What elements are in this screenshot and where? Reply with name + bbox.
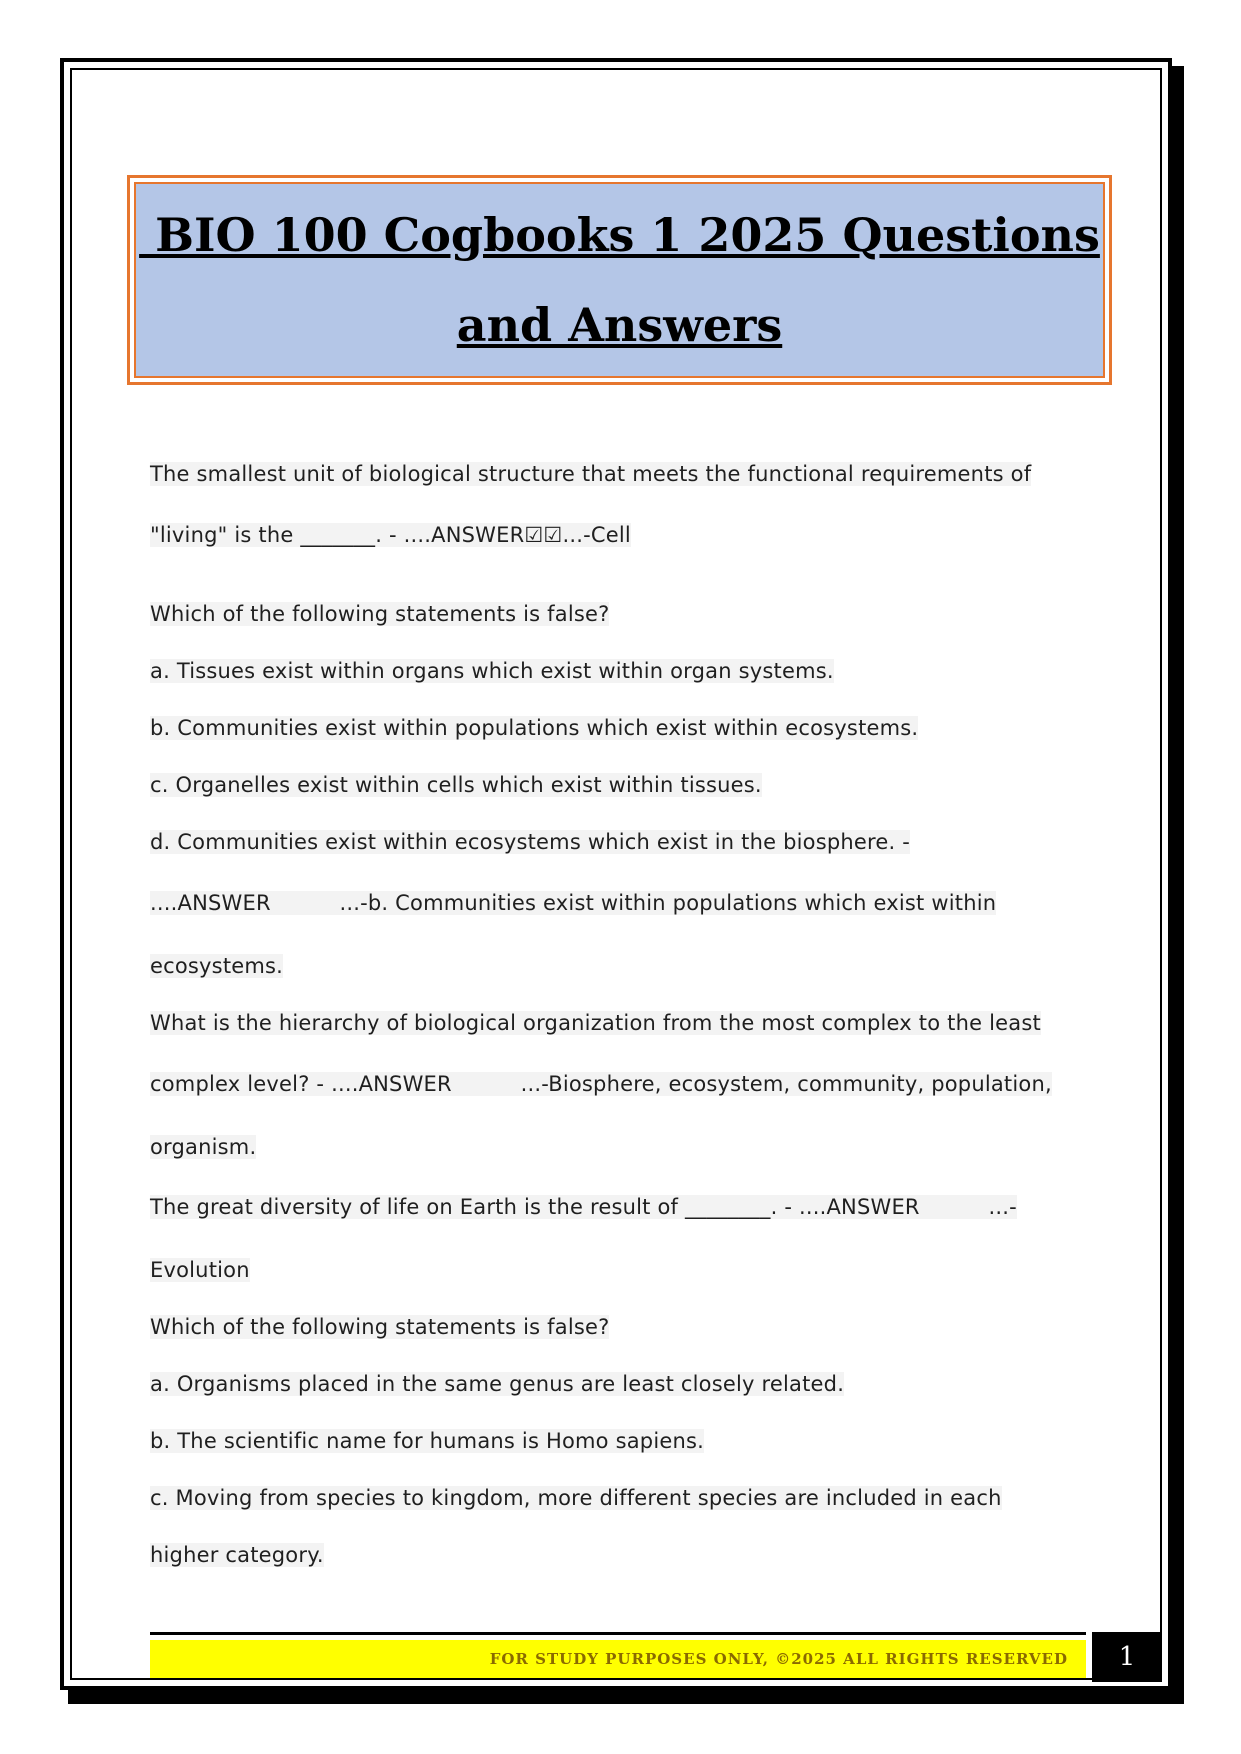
question-2-answer-continued: ecosystems. xyxy=(150,954,284,978)
question-2-text: Which of the following statements is false? xyxy=(150,602,610,626)
title-box xyxy=(127,175,1112,385)
question-3-text: What is the hierarchy of biological organization from the most complex to the least xyxy=(150,1011,1041,1035)
question-5-option-c-continued: higher category. xyxy=(150,1543,324,1567)
question-4-answer: Evolution xyxy=(150,1258,250,1282)
question-5-text: Which of the following statements is false? xyxy=(150,1315,610,1339)
question-1-text: The smallest unit of biological structure that meets the functional requirements of xyxy=(150,462,1032,486)
footer-copyright-text: FOR STUDY PURPOSES ONLY, ©2025 ALL RIGHTS RESERVED xyxy=(489,1650,1068,1668)
question-2-option-b: b. Communities exist within populations which exist within ecosystems. xyxy=(150,716,919,740)
footer-rule xyxy=(150,1632,1086,1635)
footer-bar xyxy=(150,1640,1086,1678)
question-2-option-d: d. Communities exist within ecosystems which exist in the biosphere. - xyxy=(150,830,911,854)
question-4-text: The great diversity of life on Earth is the result of ________. - ....ANSWER ...- xyxy=(150,1195,1017,1219)
question-3-answer: complex level? - ....ANSWER ...-Biosphere, ecosystem, community, population, xyxy=(150,1072,1052,1096)
question-2-answer: ....ANSWER ...-b. Communities exist within populations which exist within xyxy=(150,891,997,915)
page-number: 1 xyxy=(1118,1642,1136,1672)
title-box-inner xyxy=(134,182,1105,378)
question-5-option-a: a. Organisms placed in the same genus are least closely related. xyxy=(150,1372,845,1396)
document-title-line-1: BIO 100 Cogbooks 1 2025 Questions xyxy=(139,208,1100,262)
question-5-option-c: c. Moving from species to kingdom, more different species are included in each xyxy=(150,1486,1002,1510)
page-number-box xyxy=(1092,1632,1162,1682)
question-3-answer-continued: organism. xyxy=(150,1135,257,1159)
question-5-option-b: b. The scientific name for humans is Homo sapiens. xyxy=(150,1429,705,1453)
question-2-option-c: c. Organelles exist within cells which exist within tissues. xyxy=(150,773,762,797)
question-2-option-a: a. Tissues exist within organs which exist within organ systems. xyxy=(150,659,834,683)
document-title-line-2: and Answers xyxy=(456,298,783,352)
question-1-answer: "living" is the _______. - ....ANSWER☑☑...-Cell xyxy=(150,523,631,547)
